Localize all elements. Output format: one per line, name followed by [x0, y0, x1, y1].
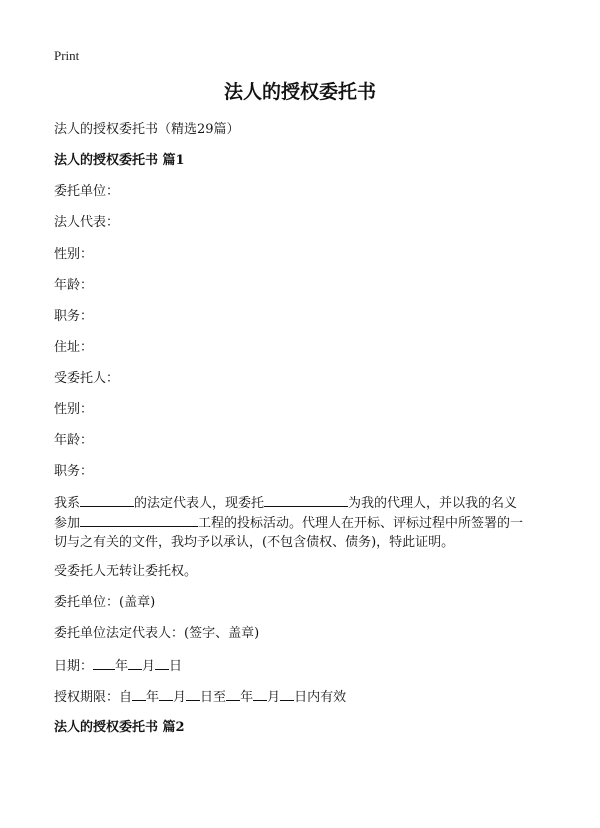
blank-end-day	[280, 687, 294, 701]
date-year-label: 年	[115, 659, 129, 674]
blank-start-month	[159, 687, 173, 701]
paragraph-text: 工程的投标活动。代理人在开标、评标过程中所签署的一	[198, 516, 524, 531]
period-month-label: 月	[173, 690, 187, 705]
blank-month	[128, 656, 142, 670]
period-label: 授权期限：自	[54, 690, 133, 705]
section-1-heading: 法人的授权委托书 篇1	[54, 153, 185, 168]
signature-line: 委托单位法定代表人：(签字、盖章)	[54, 626, 260, 641]
paragraph-text: 参加	[54, 516, 81, 531]
blank-agent-line	[264, 493, 348, 507]
no-transfer-statement: 受委托人无转让委托权。	[54, 564, 198, 579]
blank-start-day	[186, 687, 200, 701]
period-end-label: 日内有效	[294, 690, 347, 705]
field-position-2: 职务：	[54, 464, 94, 479]
period-month2-label: 月	[267, 690, 281, 705]
date-line	[54, 656, 182, 675]
seal-line: 委托单位：(盖章)	[54, 595, 156, 610]
authorization-period-line	[54, 687, 346, 706]
field-gender-2: 性别：	[54, 402, 94, 417]
field-position-1: 职务：	[54, 309, 94, 324]
document-title: 法人的授权委托书	[223, 81, 376, 103]
document-subtitle: 法人的授权委托书（精选29篇）	[54, 122, 240, 137]
paragraph-text: 为我的代理人，并以我的名义	[348, 496, 518, 511]
field-entrusting-unit: 委托单位：	[54, 184, 120, 199]
authorization-paragraph	[54, 493, 548, 553]
blank-project-line	[80, 513, 198, 527]
field-gender-1: 性别：	[54, 247, 94, 262]
print-link[interactable]: Print	[54, 48, 80, 63]
blank-year	[93, 656, 115, 670]
field-legal-representative: 法人代表：	[54, 215, 120, 230]
period-year-label: 年	[146, 690, 160, 705]
paragraph-text: 的法定代表人，现委托	[134, 496, 265, 511]
field-age-1: 年龄：	[54, 278, 94, 293]
date-month-label: 月	[142, 659, 156, 674]
section-2-heading: 法人的授权委托书 篇2	[54, 720, 185, 735]
blank-company-line	[80, 493, 134, 507]
field-address: 住址：	[54, 340, 94, 355]
blank-end-month	[253, 687, 267, 701]
period-year2-label: 年	[240, 690, 254, 705]
date-label: 日期：	[54, 659, 94, 674]
field-age-2: 年龄：	[54, 433, 94, 448]
date-day-label: 日	[169, 659, 183, 674]
field-entrusted-person: 受委托人：	[54, 371, 120, 386]
blank-day	[155, 656, 169, 670]
paragraph-text: 我系	[54, 496, 81, 511]
period-to-label: 日至	[200, 690, 227, 705]
blank-start-year	[132, 687, 146, 701]
paragraph-text: 切与之有关的文件，我均予以承认，(不包含债权、债务)，特此证明。	[54, 535, 455, 550]
blank-end-year	[226, 687, 240, 701]
